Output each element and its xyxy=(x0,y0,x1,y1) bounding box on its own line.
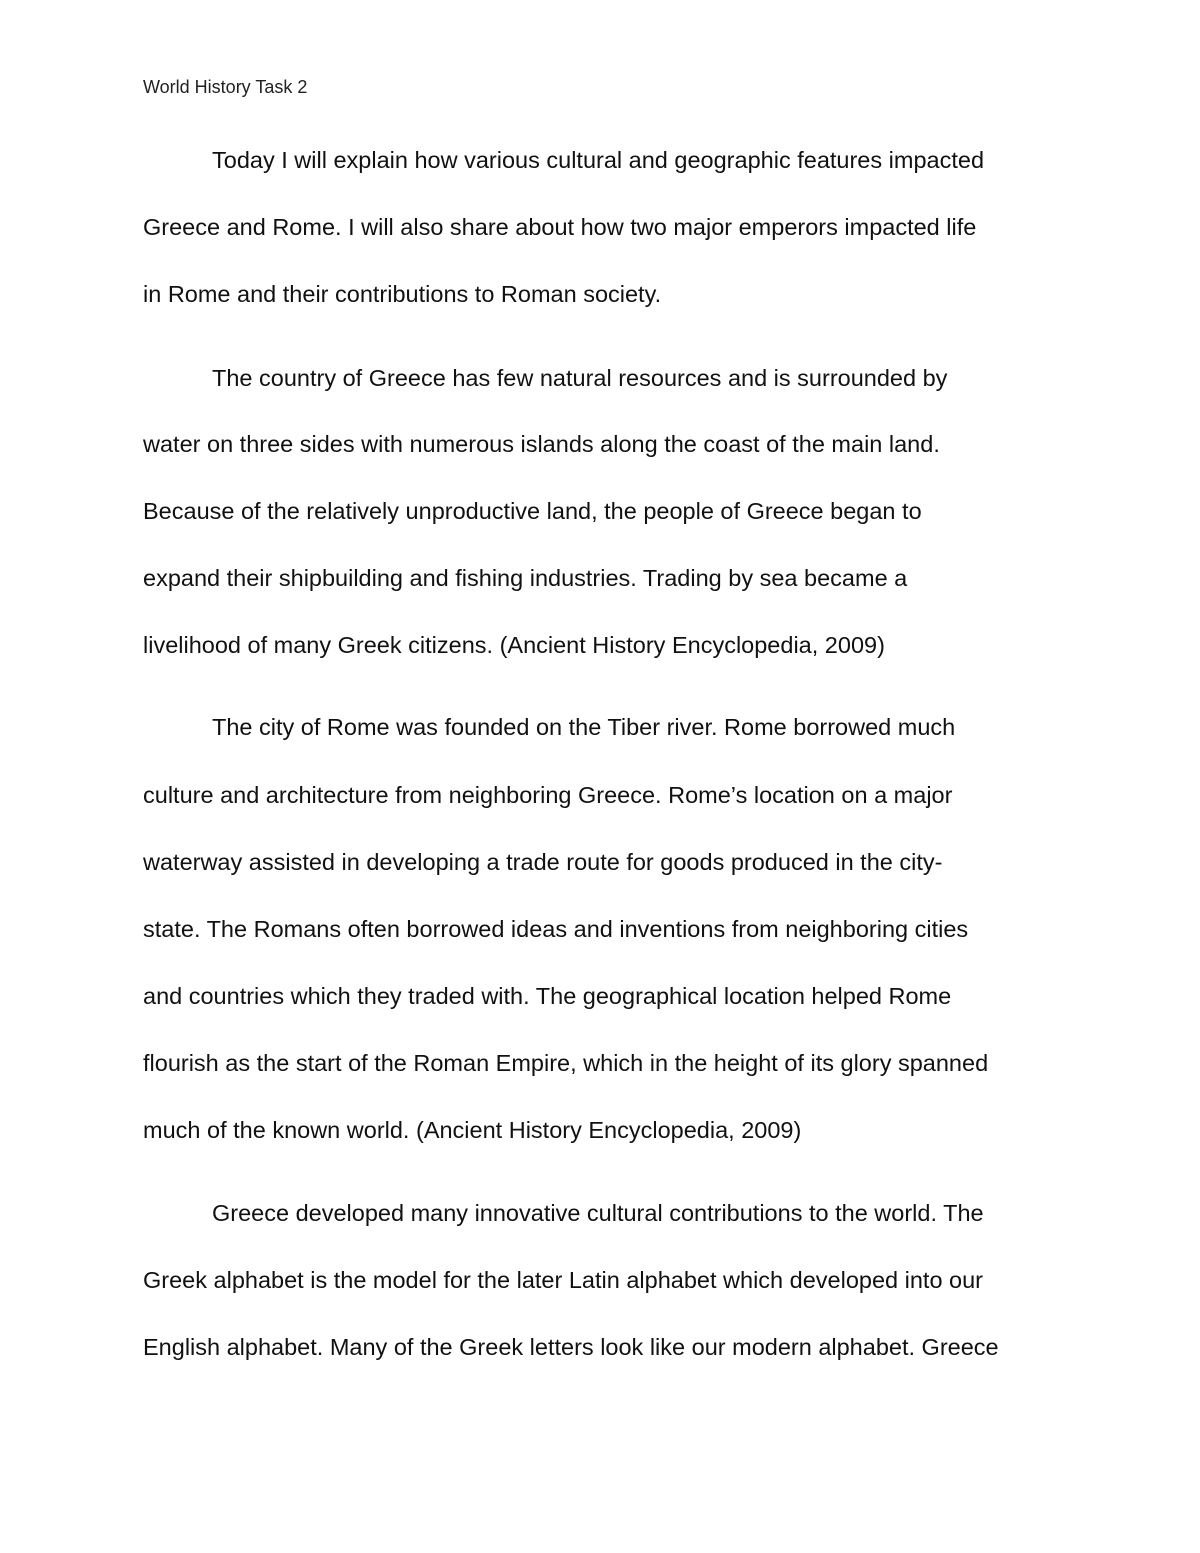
paragraph-2-line-2: water on three sides with numerous islands along the coast of the main land. xyxy=(143,431,940,457)
paragraph-1-line-2: Greece and Rome. I will also share about how two major emperors impacted life xyxy=(143,214,977,240)
paragraph-1-line-1: Today I will explain how various cultural and geographic features impacted xyxy=(212,147,985,173)
paragraph-3-line-4: state. The Romans often borrowed ideas and inventions from neighboring cities xyxy=(143,916,969,942)
paragraph-3-line-1: The city of Rome was founded on the Tiber river. Rome borrowed much xyxy=(212,714,956,740)
paragraph-4-line-2: Greek alphabet is the model for the later Latin alphabet which developed into our xyxy=(143,1267,984,1293)
paragraph-2-line-1: The country of Greece has few natural resources and is surrounded by xyxy=(212,365,948,391)
paragraph-3-line-6: flourish as the start of the Roman Empire, which in the height of its glory spanned xyxy=(143,1050,989,1076)
paragraph-3-line-3: waterway assisted in developing a trade route for goods produced in the city- xyxy=(143,849,943,875)
paragraph-3-line-2: culture and architecture from neighboring Greece. Rome’s location on a major xyxy=(143,782,953,808)
paragraph-4-line-1: Greece developed many innovative cultural contributions to the world. The xyxy=(212,1200,984,1226)
paragraph-3-line-7: much of the known world. (Ancient History Encyclopedia, 2009) xyxy=(143,1117,802,1143)
paragraph-2-line-3: Because of the relatively unproductive land, the people of Greece began to xyxy=(143,498,922,524)
paragraph-3-line-5: and countries which they traded with. The geographical location helped Rome xyxy=(143,983,952,1009)
paragraph-2-line-4: expand their shipbuilding and fishing industries. Trading by sea became a xyxy=(143,565,908,591)
paragraph-4-line-3: English alphabet. Many of the Greek letters look like our modern alphabet. Greece xyxy=(143,1334,999,1360)
paragraph-2-line-5: livelihood of many Greek citizens. (Ancient History Encyclopedia, 2009) xyxy=(143,632,885,658)
paragraph-1-line-3: in Rome and their contributions to Roman society. xyxy=(143,281,662,307)
running-header: World History Task 2 xyxy=(143,77,308,97)
